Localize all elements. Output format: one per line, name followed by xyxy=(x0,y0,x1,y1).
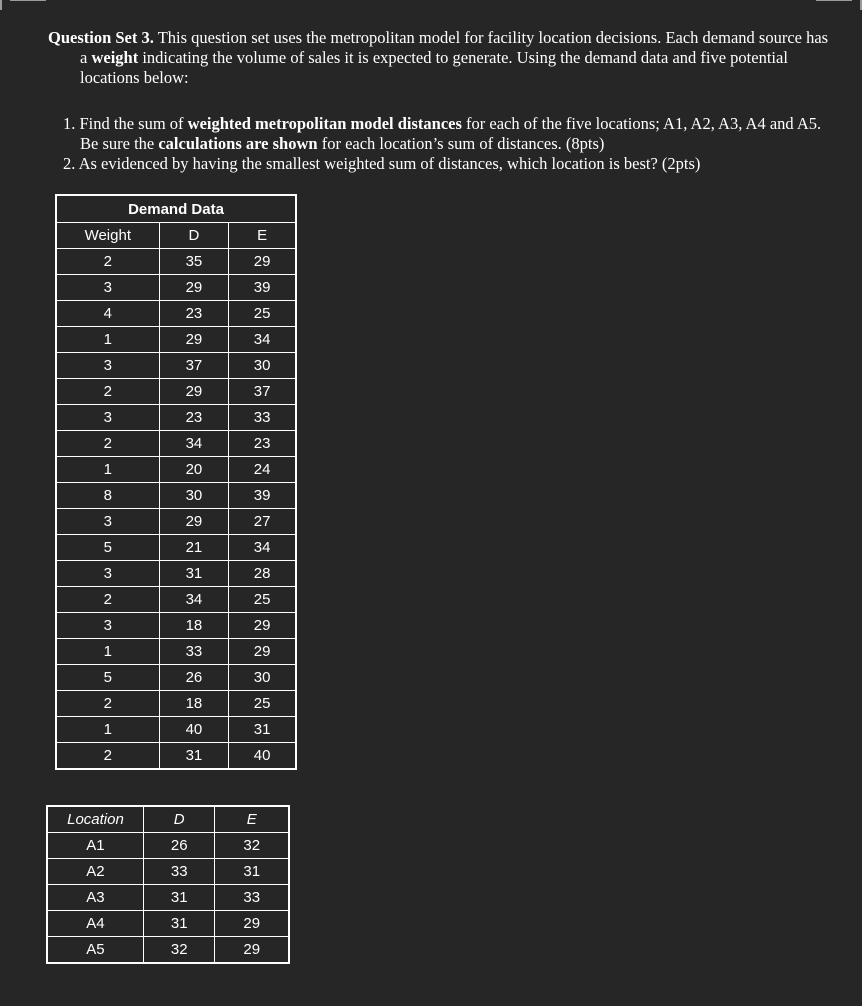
question-item-2: 2. As evidenced by having the smallest weighted sum of distances, which location is best? (2pts) xyxy=(63,154,701,173)
question-text xyxy=(48,28,838,174)
table-cell: 2 xyxy=(56,587,159,613)
table-cell: 37 xyxy=(159,353,229,379)
table-cell: 2 xyxy=(56,691,159,717)
table-cell: 31 xyxy=(229,717,296,743)
table-cell: 33 xyxy=(229,405,296,431)
table-row xyxy=(56,457,296,483)
table-cell: 28 xyxy=(229,561,296,587)
table-cell: 33 xyxy=(215,885,289,911)
table-cell: 29 xyxy=(229,613,296,639)
table-row xyxy=(47,885,289,911)
table-row xyxy=(56,743,296,770)
table-cell: 5 xyxy=(56,535,159,561)
header-location-d: D xyxy=(143,806,215,833)
table-cell: 29 xyxy=(215,937,289,964)
table-cell: 1 xyxy=(56,639,159,665)
top-right-rule xyxy=(816,0,852,1)
table-cell: A3 xyxy=(47,885,143,911)
table-cell: 31 xyxy=(159,743,229,770)
table-cell: 26 xyxy=(159,665,229,691)
table-cell: 31 xyxy=(215,859,289,885)
table-cell: 33 xyxy=(159,639,229,665)
table-cell: 3 xyxy=(56,275,159,301)
table-cell: 24 xyxy=(229,457,296,483)
table-cell: 32 xyxy=(143,937,215,964)
table-cell: 32 xyxy=(215,833,289,859)
table-cell: A1 xyxy=(47,833,143,859)
table-row xyxy=(56,665,296,691)
table-cell: 26 xyxy=(143,833,215,859)
table-cell: 4 xyxy=(56,301,159,327)
table-cell: 34 xyxy=(159,587,229,613)
table-cell: 23 xyxy=(159,405,229,431)
table-row xyxy=(56,639,296,665)
demand-table-body xyxy=(56,249,296,770)
table-cell: 21 xyxy=(159,535,229,561)
table-row xyxy=(47,911,289,937)
table-row xyxy=(56,483,296,509)
table-row xyxy=(56,327,296,353)
table-cell: 18 xyxy=(159,691,229,717)
table-row xyxy=(56,717,296,743)
table-row xyxy=(56,535,296,561)
table-cell: 29 xyxy=(215,911,289,937)
table-row xyxy=(56,561,296,587)
table-cell: 30 xyxy=(229,353,296,379)
table-row xyxy=(56,275,296,301)
table-cell: 18 xyxy=(159,613,229,639)
question-set-label: Question Set 3. xyxy=(48,28,154,47)
table-cell: 29 xyxy=(229,639,296,665)
table-cell: 3 xyxy=(56,353,159,379)
header-weight: Weight xyxy=(56,223,159,249)
table-cell: 34 xyxy=(229,535,296,561)
table-cell: 8 xyxy=(56,483,159,509)
table-row xyxy=(56,587,296,613)
table-row xyxy=(56,613,296,639)
table-row xyxy=(47,859,289,885)
location-table-body xyxy=(47,833,289,964)
table-cell: 23 xyxy=(159,301,229,327)
table-cell: 40 xyxy=(159,717,229,743)
table-cell: 25 xyxy=(229,587,296,613)
table-cell: 31 xyxy=(159,561,229,587)
table-cell: 25 xyxy=(229,301,296,327)
table-cell: 3 xyxy=(56,509,159,535)
table-cell: 1 xyxy=(56,457,159,483)
table-cell: 3 xyxy=(56,405,159,431)
table-cell: 3 xyxy=(56,613,159,639)
table-row xyxy=(56,431,296,457)
demand-table-caption: Demand Data xyxy=(56,195,296,223)
table-row xyxy=(56,379,296,405)
table-row xyxy=(56,301,296,327)
table-cell: 35 xyxy=(159,249,229,275)
table-cell: A5 xyxy=(47,937,143,964)
table-cell: 34 xyxy=(159,431,229,457)
table-cell: 29 xyxy=(159,379,229,405)
table-cell: 1 xyxy=(56,327,159,353)
table-cell: 5 xyxy=(56,665,159,691)
table-cell: 23 xyxy=(229,431,296,457)
table-cell: 20 xyxy=(159,457,229,483)
table-cell: 31 xyxy=(143,885,215,911)
table-cell: 1 xyxy=(56,717,159,743)
demand-data-table xyxy=(55,194,297,770)
table-cell: 40 xyxy=(229,743,296,770)
table-cell: 29 xyxy=(159,275,229,301)
table-cell: 30 xyxy=(159,483,229,509)
table-row xyxy=(47,937,289,964)
table-cell: 37 xyxy=(229,379,296,405)
table-row xyxy=(56,509,296,535)
table-cell: 2 xyxy=(56,431,159,457)
table-cell: 2 xyxy=(56,249,159,275)
header-d: D xyxy=(159,223,229,249)
table-cell: 2 xyxy=(56,379,159,405)
table-cell: 33 xyxy=(143,859,215,885)
table-cell: 29 xyxy=(229,249,296,275)
table-cell: 2 xyxy=(56,743,159,770)
table-cell: 34 xyxy=(229,327,296,353)
top-left-rule xyxy=(10,0,46,1)
table-cell: 31 xyxy=(143,911,215,937)
table-cell: 3 xyxy=(56,561,159,587)
table-cell: 39 xyxy=(229,275,296,301)
header-e: E xyxy=(229,223,296,249)
header-location: Location xyxy=(47,806,143,833)
table-cell: 25 xyxy=(229,691,296,717)
location-table xyxy=(46,805,290,964)
table-row xyxy=(56,691,296,717)
table-row xyxy=(47,833,289,859)
table-row xyxy=(56,353,296,379)
question-intro: Question Set 3. This question set uses the metropolitan model for facility location decisions. Each demand source has a weight indicating the volume of sales it is expected to generate. Using the demand data and five potential locations below: xyxy=(48,28,829,87)
left-edge-marker xyxy=(0,0,2,10)
question-item-1: 1. Find the sum of weighted metropolitan model distances for each of the five locations; A1, A2, A3, A4 and A5. Be sure the calculations are shown for each location’s sum of distances. (8pts) xyxy=(63,114,822,153)
table-cell: A4 xyxy=(47,911,143,937)
table-cell: 27 xyxy=(229,509,296,535)
table-cell: 30 xyxy=(229,665,296,691)
table-row xyxy=(56,405,296,431)
header-location-e: E xyxy=(215,806,289,833)
table-row xyxy=(56,249,296,275)
table-cell: 29 xyxy=(159,327,229,353)
table-cell: 29 xyxy=(159,509,229,535)
table-cell: A2 xyxy=(47,859,143,885)
table-cell: 39 xyxy=(229,483,296,509)
